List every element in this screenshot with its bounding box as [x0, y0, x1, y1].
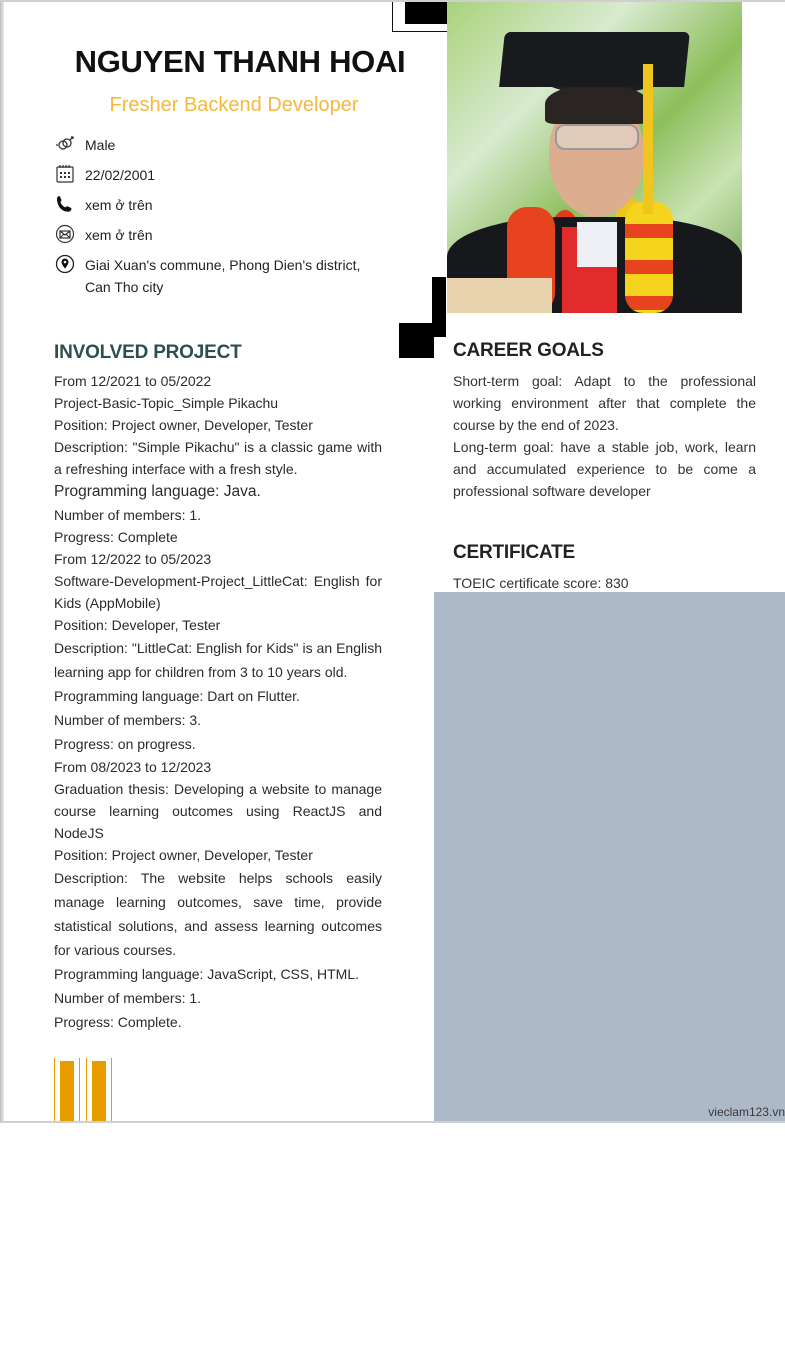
profile-photo [447, 2, 742, 313]
address-value: Giai Xuan's commune, Phong Dien's district, Can Tho city [85, 257, 361, 295]
birthday-value: 22/02/2001 [85, 167, 156, 183]
long-term-goal: Long-term goal: have a stable job, work, learn and accumulated experience to be come a professional software developer [453, 439, 756, 499]
phone-icon [54, 194, 76, 214]
project-members: Number of members: 1. [54, 507, 202, 523]
email-icon [54, 224, 76, 244]
gender-value: Male [85, 137, 116, 153]
location-icon [54, 254, 76, 274]
certificate-title: CERTIFICATE [453, 542, 575, 563]
decorative-bars [54, 1058, 112, 1123]
project-position: Position: Developer, Tester [54, 617, 221, 633]
deco-square [399, 323, 434, 358]
career-goals-title: CAREER GOALS [453, 340, 604, 361]
project-item [54, 756, 382, 1034]
project-language: Programming language: JavaScript, CSS, HTML. [54, 966, 360, 982]
photo-glasses [555, 124, 639, 150]
info-address [54, 254, 384, 298]
photo-grad-cap [499, 32, 690, 87]
project-description: Description: The website helps schools easily manage learning outcomes, save time, provide statistical solutions, and assess learning outcomes for various courses. [54, 870, 382, 958]
email-value: xem ở trên [85, 227, 153, 243]
photo-hair [545, 84, 649, 124]
project-position: Position: Project owner, Developer, Tester [54, 417, 313, 433]
right-column [453, 340, 756, 594]
project-period: From 12/2022 to 05/2023 [54, 551, 212, 567]
project-members: Number of members: 3. [54, 712, 202, 728]
phone-value: xem ở trên [85, 197, 153, 213]
project-item [54, 370, 382, 548]
project-description: Description: "Simple Pikachu" is a classic game with a refreshing interface with a fresh style. [54, 439, 382, 477]
personal-info [54, 134, 384, 306]
orange-bar [54, 1058, 80, 1123]
project-progress: Progress: Complete. [54, 1014, 182, 1030]
watermark: vieclam123.vn [708, 1105, 785, 1119]
project-progress: Progress: on progress. [54, 736, 196, 752]
calendar-icon [54, 164, 76, 184]
project-period: From 12/2021 to 05/2022 [54, 373, 212, 389]
project-position: Position: Project owner, Developer, Tester [54, 847, 313, 863]
short-term-goal: Short-term goal: Adapt to the professional working environment after that complete the course by the end of 2023. [453, 373, 756, 433]
involved-project-section [54, 342, 382, 1034]
project-members: Number of members: 1. [54, 990, 202, 1006]
orange-bar-fill [60, 1061, 74, 1123]
project-progress: Progress: Complete [54, 529, 178, 545]
photo-garland-yellow [625, 202, 673, 313]
info-email [54, 224, 384, 246]
project-period: From 08/2023 to 12/2023 [54, 759, 212, 775]
project-item [54, 548, 382, 756]
candidate-title: Fresher Backend Developer [109, 94, 359, 116]
orange-bar [86, 1058, 112, 1123]
info-phone [54, 194, 384, 216]
gender-icon [54, 134, 76, 154]
info-birthday [54, 164, 384, 186]
corner-decoration [399, 277, 447, 358]
photo-shirt [577, 222, 617, 267]
project-language: Programming language: Java. [54, 483, 261, 500]
grey-background-block [434, 592, 785, 1123]
candidate-name: NGUYEN THANH HOAI [74, 44, 406, 79]
photo-tassel [643, 64, 653, 214]
involved-project-title: INVOLVED PROJECT [54, 342, 242, 363]
project-name: Project-Basic-Topic_Simple Pikachu [54, 395, 279, 411]
info-gender [54, 134, 384, 156]
page-edge-shadow [0, 2, 4, 1123]
project-name: Graduation thesis: Developing a website to manage course learning outcomes using ReactJS and NodeJS [54, 781, 382, 841]
project-name: Software-Development-Project_LittleCat: English for Kids (AppMobile) [54, 573, 382, 611]
orange-bar-fill [92, 1061, 106, 1123]
certificate-item: TOEIC certificate score: 830 [453, 575, 629, 591]
photo-paper [447, 278, 552, 313]
project-description: Description: "LittleCat: English for Kids" is an English learning app for children from 3 to 10 years old. [54, 640, 382, 680]
project-language: Programming language: Dart on Flutter. [54, 688, 300, 704]
